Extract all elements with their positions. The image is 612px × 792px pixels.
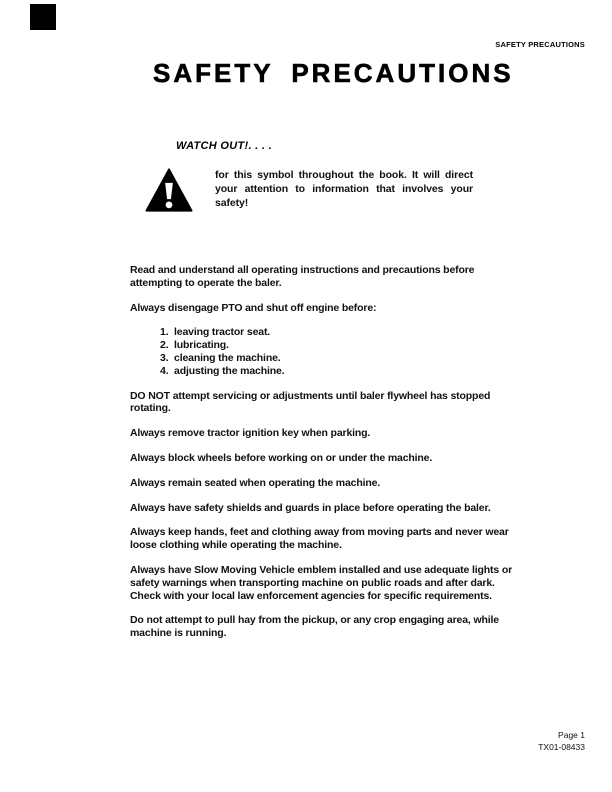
list-item-text: lubricating. [174,339,229,352]
page-title: SAFETY PRECAUTIONS [153,58,514,88]
list-item-text: adjusting the machine. [174,364,285,377]
paragraph-smv-emblem: Always have Slow Moving Vehicle emblem installed and use adequate lights or safety warnings when transporting machine on public roads and after dark. Check with your local law enforcement agencies for specific requirements. [130,563,513,602]
running-header: SAFETY PRECAUTIONS [495,40,585,49]
list-item [160,352,526,365]
paragraph-read-understand: Read and understand all operating instructions and precautions before attempting to operate the baler. [130,264,475,289]
watch-out-heading: WATCH OUT!. . . . [176,140,272,152]
paragraph-block-wheels: Always block wheels before working on or under the machine. [130,451,433,464]
warning-triangle-icon [145,167,193,215]
list-item [160,339,526,352]
list-item [160,326,526,339]
list-item-text: leaving tractor seat. [174,326,271,339]
body-text-block [130,264,526,652]
watch-out-text: for this symbol throughout the book. It will direct your attention to information that involves your safety! [215,169,473,209]
document-code: TX01-08433 [538,741,585,752]
paragraph-do-not-service: DO NOT attempt servicing or adjustments until baler flywheel has stopped rotating. [130,389,491,415]
paragraph-safety-shields: Always have safety shields and guards in place before operating the baler. [130,501,491,514]
paragraph-do-not-pull-hay: Do not attempt to pull hay from the pickup, or any crop engaging area, while machine is running. [130,614,499,640]
list-item-number: 3. [160,351,169,364]
scan-registration-mark [30,4,56,30]
list-item-number: 1. [160,326,169,339]
page-number: Page 1 [558,730,585,740]
list-item-text: cleaning the machine. [174,351,281,364]
paragraph-keep-hands-away: Always keep hands, feet and clothing away from moving parts and never wear loose clothing while operating the machine. [130,526,509,552]
paragraph-disengage-pto: Always disengage PTO and shut off engine before: [130,301,377,314]
list-item-number: 2. [160,339,169,352]
numbered-list [160,326,526,377]
paragraph-ignition-key: Always remove tractor ignition key when parking. [130,427,371,440]
list-item [160,365,526,378]
page-footer [538,730,585,753]
list-item-number: 4. [160,364,169,377]
paragraph-remain-seated: Always remain seated when operating the machine. [130,476,381,489]
